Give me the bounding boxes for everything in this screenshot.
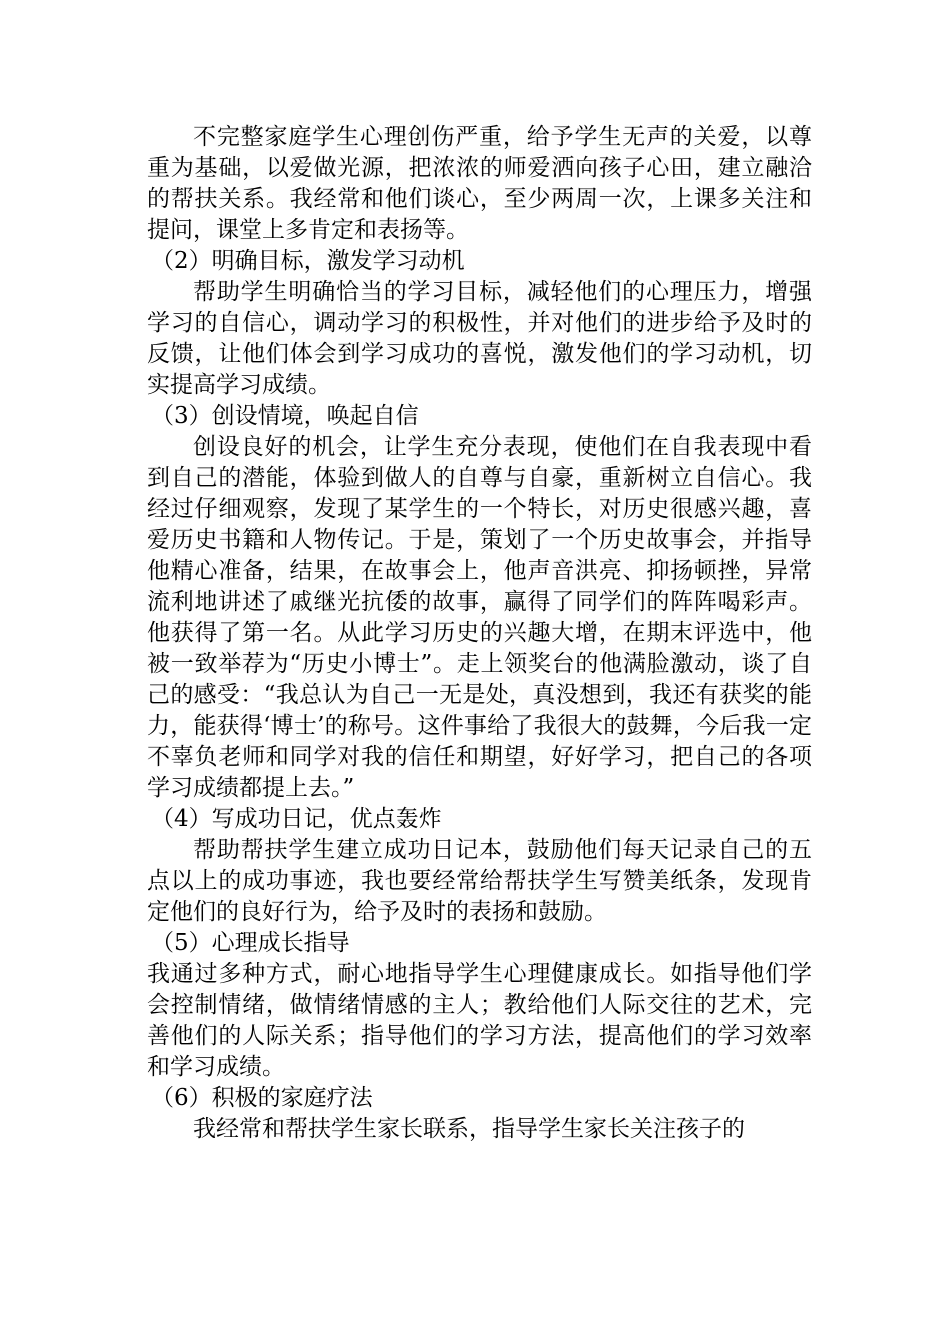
paragraph-family-therapy: 我经常和帮扶学生家长联系，指导学生家长关注孩子的	[193, 1116, 745, 1142]
heading-family-therapy: （6）积极的家庭疗法	[151, 1085, 373, 1111]
paragraph-confidence: 创设良好的机会，让学生充分表现，使他们在自我表现中看到自己的潜能，体验到做人的自尊与自豪，重新树立自信心。我经过仔细观察，发现了某学生的一个特长，对历史很感兴趣，喜爱历史书籍和人物传记。于是，策划了一个历史故事会，并指导他精心准备，结果，在故事会上，他声音洪亮、抑扬顿挫，异常流利地讲述了戚继光抗倭的故事，赢得了同学们的阵阵喝彩声。他获得了第一名。从此学习历史的兴趣大增，在期末评选中，他被一致举荐为“历史小博士”。走上领奖台的他满脸激动，谈了自己的感受：“我总认为自己一无是处，真没想到，我还有获奖的能力，能获得‘博士’的称号。这件事给了我很大的鼓舞，今后我一定不辜负老师和同学对我的信任和期望，好好学习，把自己的各项学习成绩都提上去。”	[147, 434, 812, 801]
heading-goals: （2）明确目标，激发学习动机	[151, 248, 465, 274]
heading-success-diary: （4）写成功日记，优点轰炸	[151, 806, 442, 832]
paragraph-success-diary: 帮助帮扶学生建立成功日记本，鼓励他们每天记录自己的五点以上的成功事迹，我也要经常给帮扶学生写赞美纸条，发现肯定他们的良好行为，给予及时的表扬和鼓励。	[147, 837, 812, 925]
paragraph-goals: 帮助学生明确恰当的学习目标，减轻他们的心理压力，增强学习的自信心，调动学习的积极性，并对他们的进步给予及时的反馈，让他们体会到学习成功的喜悦，激发他们的学习动机，切实提高学习成绩。	[147, 279, 812, 398]
paragraph-psych-guidance: 我通过多种方式，耐心地指导学生心理健康成长。如指导他们学会控制情绪，做情绪情感的主人；教给他们人际交往的艺术，完善他们的人际关系；指导他们的学习方法，提高他们的学习效率和学习成绩。	[147, 961, 812, 1080]
heading-confidence: （3）创设情境，唤起自信	[151, 403, 419, 429]
paragraph-care: 不完整家庭学生心理创伤严重，给予学生无声的关爱，以尊重为基础，以爱做光源，把浓浓的师爱洒向孩子心田，建立融洽的帮扶关系。我经常和他们谈心，至少两周一次，上课多关注和提问，课堂上多肯定和表扬等。	[147, 124, 812, 243]
heading-psych-guidance: （5）心理成长指导	[151, 930, 350, 956]
document-body	[147, 122, 812, 1145]
